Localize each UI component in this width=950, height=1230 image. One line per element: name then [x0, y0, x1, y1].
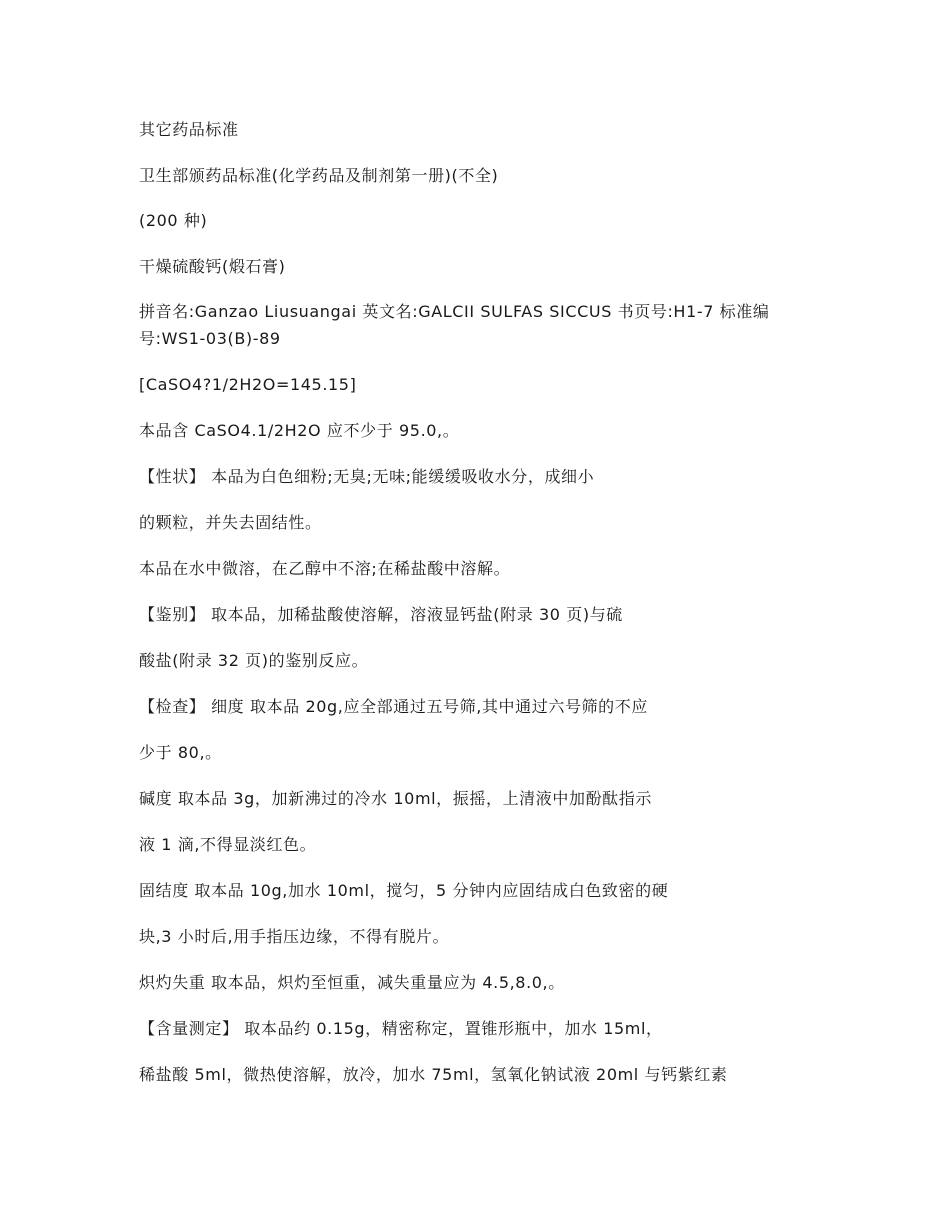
- identification-paragraph: 【鉴别】 取本品，加稀盐酸使溶解，溶液显钙盐(附录 30 页)与硫: [139, 605, 623, 624]
- assay-paragraph-cont: 稀盐酸 5ml，微热使溶解，放冷，加水 75ml，氢氧化钠试液 20ml 与钙紫红素: [139, 1065, 728, 1084]
- identification-paragraph-cont: 酸盐(附录 32 页)的鉴别反应。: [139, 651, 369, 670]
- drug-metadata: 拼音名:Ganzao Liusuangai 英文名:GALCII SULFAS SICCUS 书页号:H1-7 标准编号:WS1-03(B)-89: [139, 302, 770, 348]
- alkalinity-paragraph: 碱度 取本品 3g，加新沸过的冷水 10ml，振摇，上清液中加酚酞指示: [139, 789, 652, 808]
- count-note: (200 种): [139, 211, 208, 230]
- formula: [CaSO4?1/2H2O=145.15]: [139, 375, 357, 394]
- setting-paragraph: 固结度 取本品 10g,加水 10ml，搅匀，5 分钟内应固结成白色致密的硬: [139, 881, 669, 900]
- alkalinity-paragraph-cont: 液 1 滴,不得显淡红色。: [139, 835, 317, 854]
- section-heading: 其它药品标准: [139, 120, 239, 139]
- drug-name: 干燥硫酸钙(煅石膏): [139, 257, 286, 276]
- assay-paragraph: 【含量测定】 取本品约 0.15g，精密称定，置锥形瓶中，加水 15ml，: [139, 1019, 663, 1038]
- content-requirement: 本品含 CaSO4.1/2H2O 应不少于 95.0,。: [139, 421, 460, 440]
- setting-paragraph-cont: 块,3 小时后,用手指压边缘，不得有脱片。: [139, 927, 450, 946]
- properties-paragraph: 【性状】 本品为白色细粉;无臭;无味;能缓缓吸收水分，成细小: [139, 467, 595, 486]
- solubility-paragraph: 本品在水中微溶，在乙醇中不溶;在稀盐酸中溶解。: [139, 559, 511, 578]
- standard-title: 卫生部颁药品标准(化学药品及制剂第一册)(不全): [139, 166, 499, 185]
- inspection-paragraph: 【检查】 细度 取本品 20g,应全部通过五号筛,其中通过六号筛的不应: [139, 697, 648, 716]
- ignition-loss-paragraph: 炽灼失重 取本品，炽灼至恒重，减失重量应为 4.5,8.0,。: [139, 973, 565, 992]
- inspection-paragraph-cont: 少于 80,。: [139, 743, 222, 762]
- properties-paragraph-cont: 的颗粒，并失去固结性。: [139, 513, 322, 532]
